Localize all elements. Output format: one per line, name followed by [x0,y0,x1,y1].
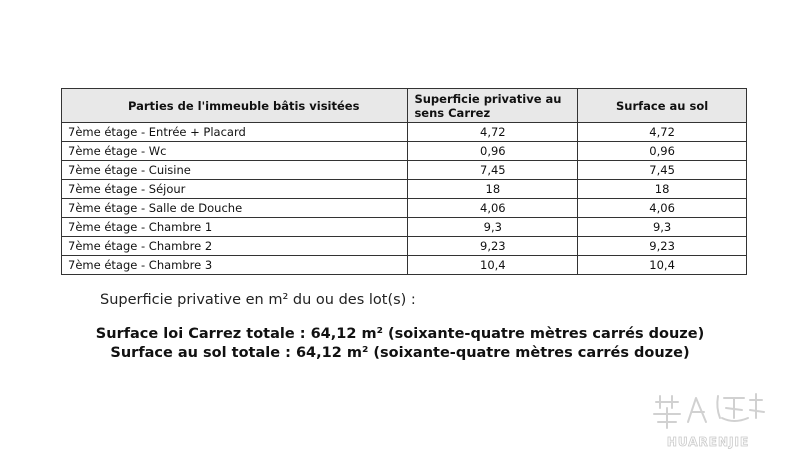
watermark-text: HUARENJIE [666,435,750,449]
table-row [62,161,747,180]
row-carrez: 9,3 [408,218,578,237]
surface-table [61,88,747,275]
row-sol: 4,72 [578,123,747,142]
row-sol: 0,96 [578,142,747,161]
table-row [62,142,747,161]
row-part: 7ème étage - Séjour [62,180,408,199]
row-sol: 10,4 [578,256,747,275]
row-part: 7ème étage - Salle de Douche [62,199,408,218]
header-sol: Surface au sol [578,89,747,123]
table-row [62,123,747,142]
row-part: 7ème étage - Entrée + Placard [62,123,408,142]
header-carrez: Superficie privative au sens Carrez [408,89,578,123]
huarenjie-calligraphy-logo [654,394,764,428]
row-carrez: 0,96 [408,142,578,161]
row-part: 7ème étage - Wc [62,142,408,161]
row-carrez: 7,45 [408,161,578,180]
header-parts: Parties de l'immeuble bâtis visitées [62,89,408,123]
watermark-logo [648,388,768,452]
row-part: 7ème étage - Chambre 2 [62,237,408,256]
table-row [62,199,747,218]
row-sol: 18 [578,180,747,199]
header-row [62,89,747,123]
surface-table-header [62,89,747,123]
summary-subtitle: Superficie privative en m² du ou des lot(s) : [100,292,416,308]
row-part: 7ème étage - Cuisine [62,161,408,180]
sol-total: Surface au sol totale : 64,12 m² (soixante-quatre mètres carrés douze) [110,345,690,361]
table-row [62,218,747,237]
row-carrez: 4,72 [408,123,578,142]
table-row [62,237,747,256]
row-sol: 4,06 [578,199,747,218]
row-part: 7ème étage - Chambre 3 [62,256,408,275]
row-part: 7ème étage - Chambre 1 [62,218,408,237]
row-carrez: 9,23 [408,237,578,256]
row-sol: 9,3 [578,218,747,237]
row-carrez: 10,4 [408,256,578,275]
surface-table-body [62,123,747,275]
row-carrez: 18 [408,180,578,199]
totals-block [0,325,800,363]
row-sol: 7,45 [578,161,747,180]
table-row [62,180,747,199]
table-row [62,256,747,275]
row-carrez: 4,06 [408,199,578,218]
row-sol: 9,23 [578,237,747,256]
carrez-total: Surface loi Carrez totale : 64,12 m² (soixante-quatre mètres carrés douze) [95,326,705,342]
